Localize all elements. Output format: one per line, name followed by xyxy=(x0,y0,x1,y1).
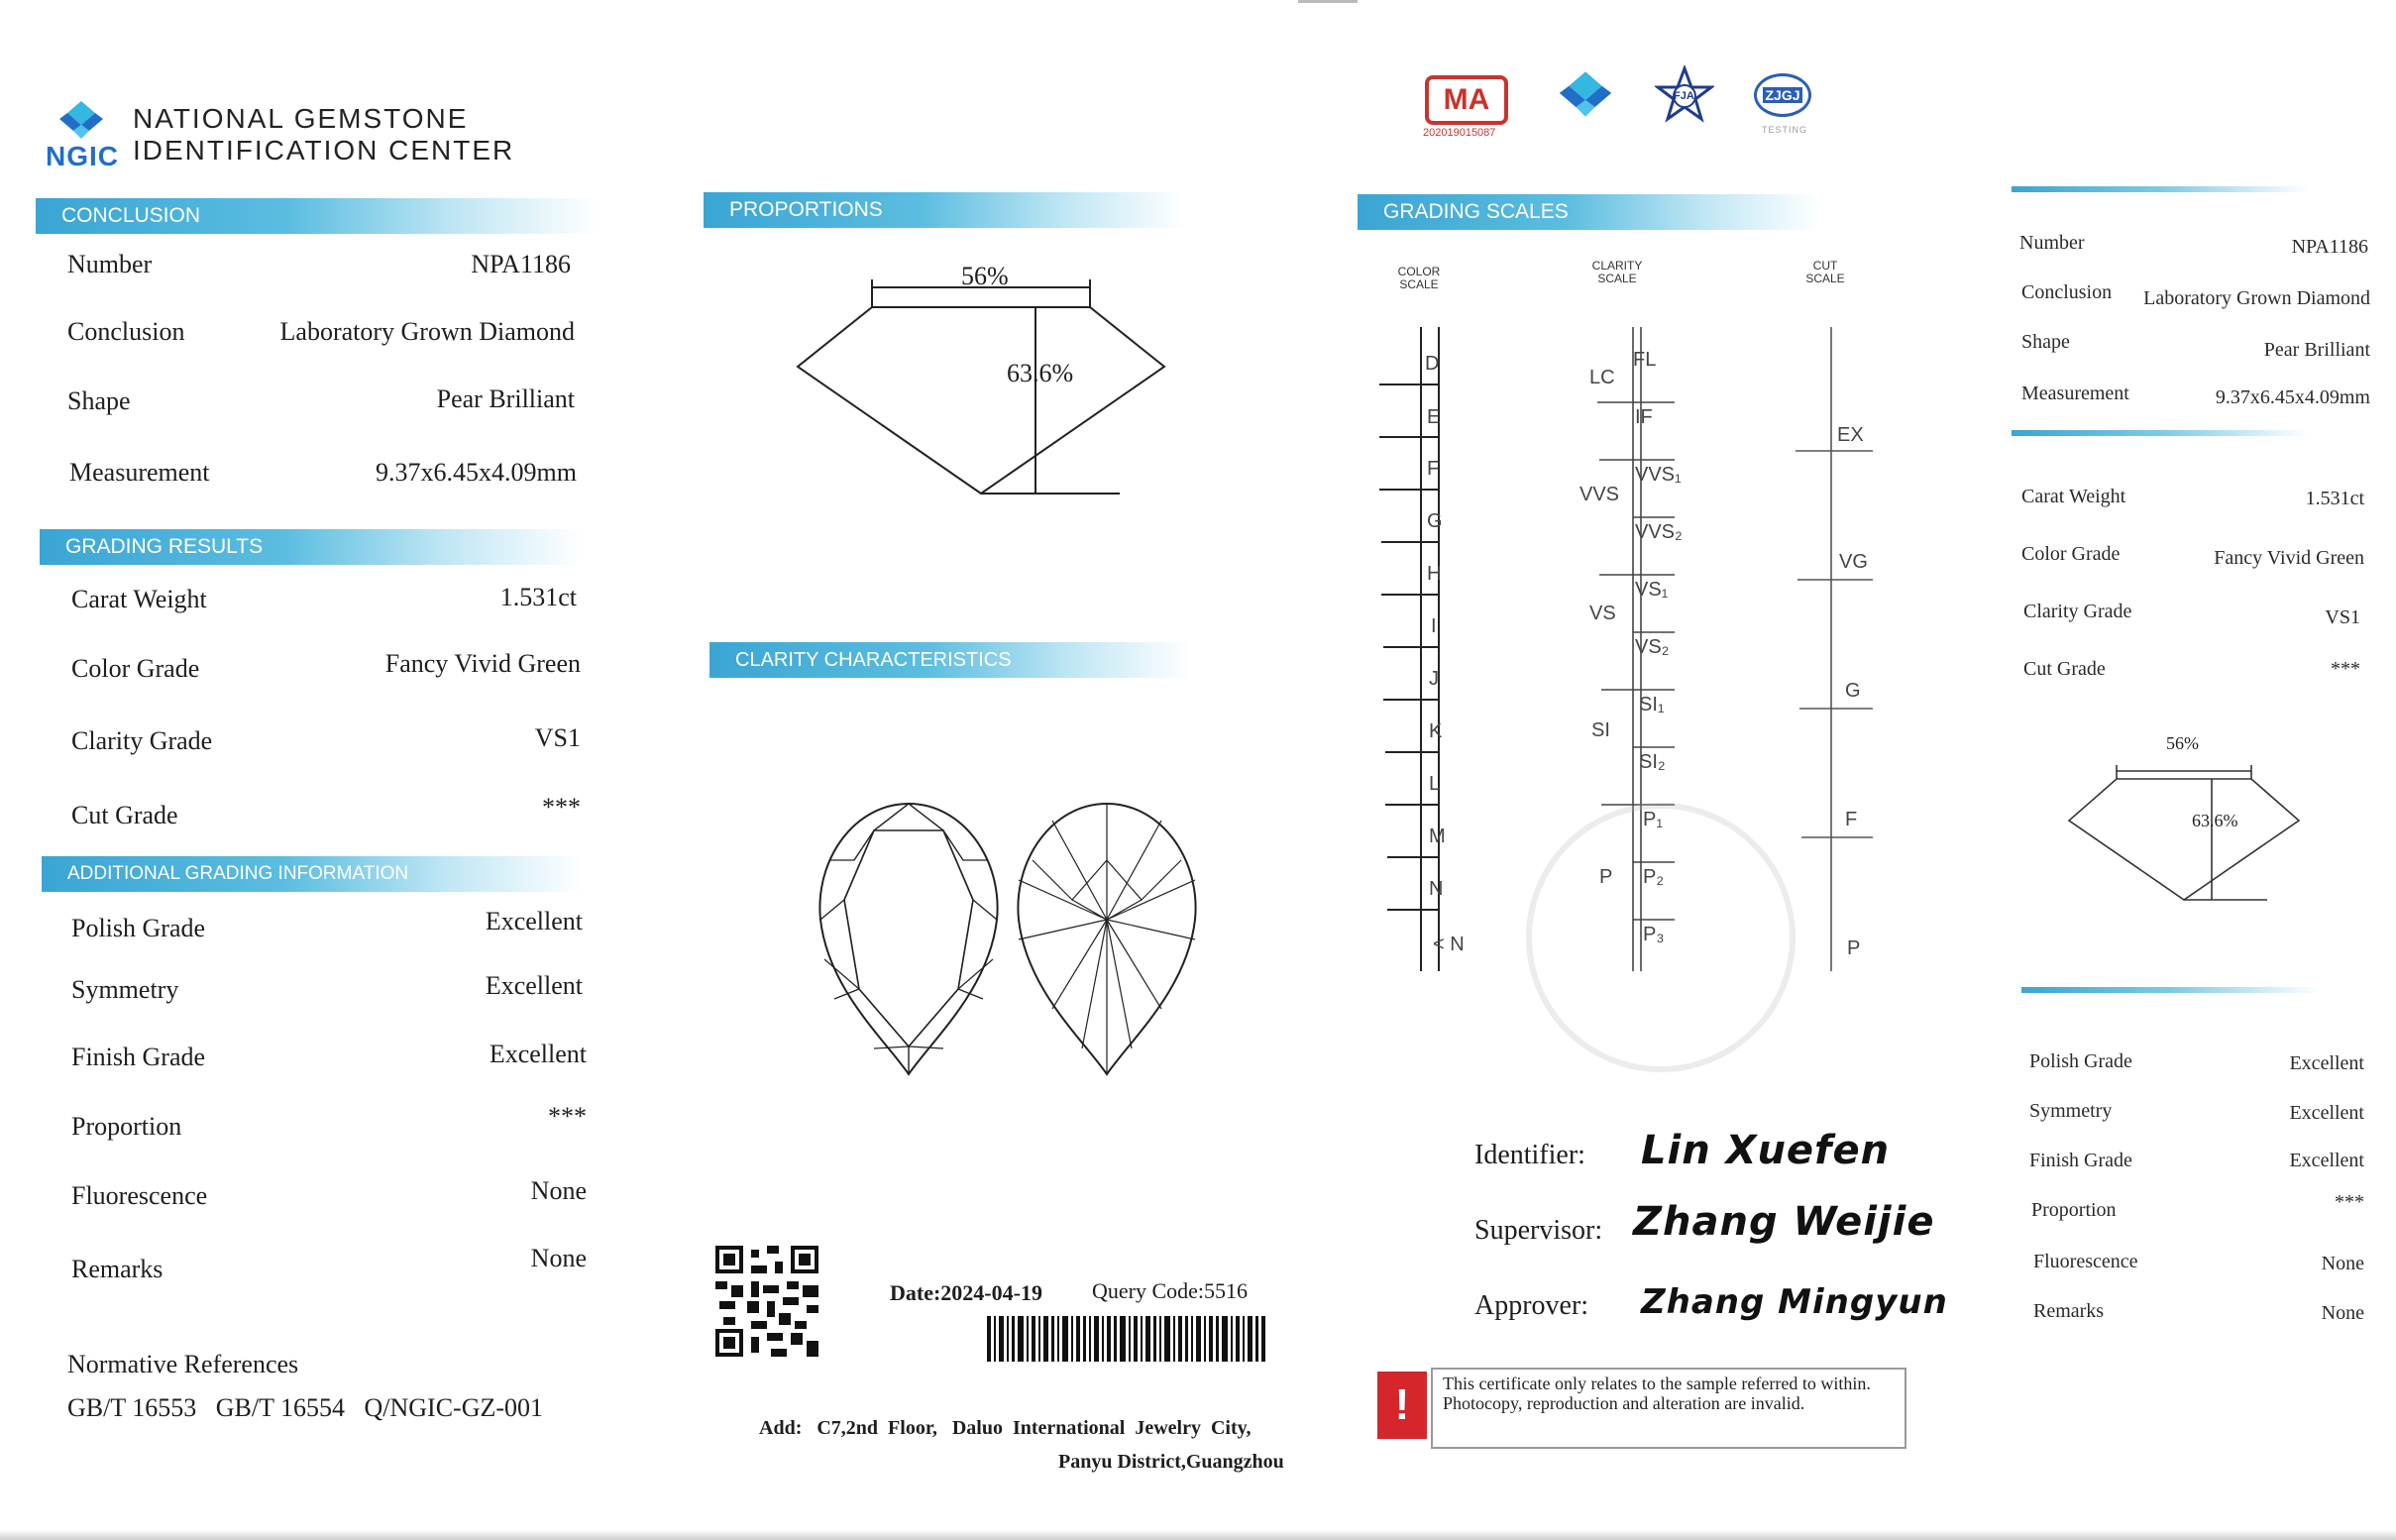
clarity-group-label: VS xyxy=(1589,603,1616,624)
official-seal xyxy=(1526,803,1796,1072)
summary-label: Shape xyxy=(2021,331,2070,353)
summary-label: Cut Grade xyxy=(2023,658,2106,680)
signature-role: Approver: xyxy=(1474,1290,1589,1321)
additional-label: Remarks xyxy=(71,1255,163,1283)
clarity-group-label: SI xyxy=(1591,719,1610,741)
clarity-grade-label: P₂ xyxy=(1643,866,1665,888)
summary-table-percent: 56% xyxy=(2166,733,2199,753)
summary-value: 1.531ct xyxy=(2305,488,2364,509)
color-grade-label: L xyxy=(1429,773,1441,795)
cut-grade-label: EX xyxy=(1837,424,1864,446)
address-line1: Add: C7,2nd Floor, Daluo International Jewelry City, xyxy=(759,1417,1252,1439)
grading-label: Color Grade xyxy=(71,654,200,683)
table-percent: 56% xyxy=(961,262,1009,290)
clarity-grade-label: VVS₁ xyxy=(1635,464,1682,486)
color-grade-label: K xyxy=(1429,720,1443,742)
normative-refs: GB/T 16553 GB/T 16554 Q/NGIC-GZ-001 xyxy=(67,1393,544,1422)
summary-label: Measurement xyxy=(2021,383,2129,404)
signature-name: Zhang Mingyun xyxy=(1641,1282,1948,1322)
cut-scale-title-line: SCALE xyxy=(1805,272,1845,285)
section-grading-results-header: GRADING RESULTS xyxy=(40,529,581,565)
summary-label: Finish Grade xyxy=(2029,1150,2132,1171)
clarity-grade-label: SI₂ xyxy=(1639,751,1666,773)
conclusion-label: Shape xyxy=(67,386,131,415)
color-grade-label: < N xyxy=(1433,934,1465,955)
section-proportions-header: PROPORTIONS xyxy=(704,192,1185,228)
summary-label: Number xyxy=(2019,232,2085,254)
cma-logo-icon xyxy=(1425,75,1508,125)
grading-value: Fancy Vivid Green xyxy=(384,649,581,678)
clarity-grade-label: VS₂ xyxy=(1635,636,1670,658)
clarity-grade-label: SI₁ xyxy=(1639,694,1665,715)
signature-role: Identifier: xyxy=(1474,1140,1585,1170)
clarity-group-label: VVS xyxy=(1579,484,1620,505)
clarity-scale-title xyxy=(1585,260,1649,285)
grading-label: Carat Weight xyxy=(71,585,207,613)
clarity-scale-title-line: SCALE xyxy=(1597,272,1637,285)
section-conclusion-header: CONCLUSION xyxy=(36,198,597,234)
conclusion-value: Laboratory Grown Diamond xyxy=(279,317,575,346)
proportion-diagram xyxy=(783,268,1199,505)
summary-label: Clarity Grade xyxy=(2023,601,2132,622)
summary-depth-percent: 63.6% xyxy=(2192,811,2238,830)
grading-value: VS1 xyxy=(534,723,581,752)
summary-label: Remarks xyxy=(2033,1300,2105,1322)
grading-value: 1.531ct xyxy=(499,583,577,611)
zjgj-logo-icon xyxy=(1754,73,1811,117)
summary-value: *** xyxy=(2331,658,2360,680)
additional-value: None xyxy=(530,1176,587,1205)
additional-label: Finish Grade xyxy=(71,1043,206,1071)
ngic-small-logo-icon xyxy=(1550,69,1621,131)
cma-logo-text: MA xyxy=(1443,83,1490,116)
summary-value: Excellent xyxy=(2289,1150,2364,1171)
clarity-group-label: P xyxy=(1599,866,1613,888)
zjgj-logo-text: ZJGJ xyxy=(1765,87,1800,103)
summary-proportion-diagram xyxy=(2061,753,2309,912)
summary-label: Proportion xyxy=(2031,1199,2117,1221)
summary-value: None xyxy=(2321,1253,2364,1274)
color-scale-title-line: SCALE xyxy=(1399,277,1439,291)
cut-grade-label: VG xyxy=(1839,551,1868,573)
color-scale-title-line: COLOR xyxy=(1397,265,1441,278)
cma-number: 202019015087 xyxy=(1423,127,1496,139)
summary-label: Color Grade xyxy=(2021,543,2121,565)
cut-grade-label: F xyxy=(1845,809,1858,830)
summary-value: None xyxy=(2321,1302,2364,1324)
summary-value: Excellent xyxy=(2289,1102,2364,1124)
summary-value: Laboratory Grown Diamond xyxy=(2143,287,2370,309)
query-code: Query Code:5516 xyxy=(1092,1278,1249,1303)
summary-label: Symmetry xyxy=(2029,1100,2113,1122)
summary-value: Excellent xyxy=(2289,1052,2364,1074)
color-grade-label: G xyxy=(1427,510,1443,532)
additional-value: Excellent xyxy=(485,971,583,1000)
zjgj-sub: TESTING xyxy=(1762,125,1808,135)
qr-code[interactable] xyxy=(715,1245,818,1358)
warning-icon: ! xyxy=(1377,1372,1427,1439)
summary-value: NPA1186 xyxy=(2291,236,2368,258)
address-line2: Panyu District,Guangzhou xyxy=(1058,1451,1284,1473)
cut-scale-title-line: CUT xyxy=(1812,259,1838,273)
additional-label: Proportion xyxy=(71,1112,182,1141)
conclusion-label: Conclusion xyxy=(67,317,185,346)
clarity-grade-label: IF xyxy=(1635,406,1653,428)
paper-bottom-shadow xyxy=(0,1530,2396,1540)
normative-title: Normative References xyxy=(67,1350,299,1378)
clarity-scale-title-line: CLARITY xyxy=(1591,259,1643,273)
summary-divider xyxy=(2012,186,2309,192)
org-name-line2: IDENTIFICATION CENTER xyxy=(133,135,515,165)
summary-label: Carat Weight xyxy=(2021,486,2126,507)
summary-label: Fluorescence xyxy=(2033,1251,2138,1272)
certificate-date: Date:2024-04-19 xyxy=(890,1280,1042,1305)
warning-text: This certificate only relates to the sample referred to within. Photocopy, reproduction and alteration are invalid. xyxy=(1431,1368,1906,1449)
color-grade-label: E xyxy=(1427,406,1441,428)
depth-percent: 63.6% xyxy=(1007,359,1074,387)
summary-value: 9.37x6.45x4.09mm xyxy=(2215,386,2370,408)
color-grade-label: I xyxy=(1431,615,1437,637)
color-grade-label: J xyxy=(1429,668,1439,690)
ngic-logo-text: NGIC xyxy=(46,141,119,171)
section-grading-scales-header: GRADING SCALES xyxy=(1358,194,1819,230)
summary-value: Fancy Vivid Green xyxy=(2214,547,2364,569)
clarity-grade-label: VVS₂ xyxy=(1635,521,1683,543)
clarity-grade-label: P₃ xyxy=(1643,924,1665,945)
org-name-line1: NATIONAL GEMSTONE xyxy=(133,103,469,134)
summary-divider xyxy=(2012,430,2309,436)
color-grade-label: N xyxy=(1429,878,1444,900)
conclusion-value: Pear Brilliant xyxy=(436,385,575,413)
conclusion-label: Number xyxy=(67,250,153,278)
clarity-grade-label: P₁ xyxy=(1643,809,1664,830)
additional-label: Symmetry xyxy=(71,975,179,1004)
clarity-plot-pavilion xyxy=(1013,801,1201,1078)
additional-label: Polish Grade xyxy=(71,914,206,942)
fja-logo-text: FJA xyxy=(1674,90,1694,102)
color-grade-label: M xyxy=(1429,825,1446,847)
cut-grade-label: P xyxy=(1847,937,1861,959)
summary-divider xyxy=(2021,987,2319,993)
clarity-plot-crown xyxy=(815,801,1003,1078)
section-clarity-header: CLARITY CHARACTERISTICS xyxy=(709,642,1191,678)
additional-value: Excellent xyxy=(485,907,583,935)
summary-value: VS1 xyxy=(2325,606,2360,628)
grading-label: Cut Grade xyxy=(71,801,178,829)
color-grade-label: H xyxy=(1427,563,1442,585)
grading-value: *** xyxy=(542,793,581,822)
summary-value: *** xyxy=(2335,1191,2364,1213)
summary-value: Pear Brilliant xyxy=(2263,339,2370,361)
barcode[interactable] xyxy=(987,1316,1268,1362)
color-grade-label: D xyxy=(1425,353,1440,375)
additional-value: None xyxy=(530,1244,587,1272)
summary-label: Conclusion xyxy=(2021,281,2113,303)
section-additional-header: ADDITIONAL GRADING INFORMATION xyxy=(42,856,583,892)
paper-top-shadow xyxy=(1298,0,1358,3)
conclusion-value: 9.37x6.45x4.09mm xyxy=(376,458,577,487)
signature-role: Supervisor: xyxy=(1474,1215,1603,1246)
signature-name: Lin Xuefen xyxy=(1641,1128,1891,1173)
warning-notice xyxy=(1375,1368,1901,1443)
clarity-grade-label: VS₁ xyxy=(1635,579,1669,601)
additional-value: Excellent xyxy=(489,1040,587,1068)
grading-label: Clarity Grade xyxy=(71,726,213,755)
additional-value: *** xyxy=(548,1102,587,1131)
additional-label: Fluorescence xyxy=(71,1181,208,1210)
cut-grade-label: G xyxy=(1845,680,1861,702)
clarity-group-label: LC xyxy=(1589,367,1615,388)
conclusion-value: NPA1186 xyxy=(471,250,571,278)
summary-label: Polish Grade xyxy=(2029,1050,2132,1072)
cut-scale-title xyxy=(1794,260,1857,285)
color-grade-label: F xyxy=(1427,458,1440,480)
signature-name: Zhang Weijie xyxy=(1633,1199,1935,1245)
clarity-grade-label: FL xyxy=(1633,349,1657,371)
color-scale-title xyxy=(1387,266,1451,291)
conclusion-label: Measurement xyxy=(69,458,210,487)
